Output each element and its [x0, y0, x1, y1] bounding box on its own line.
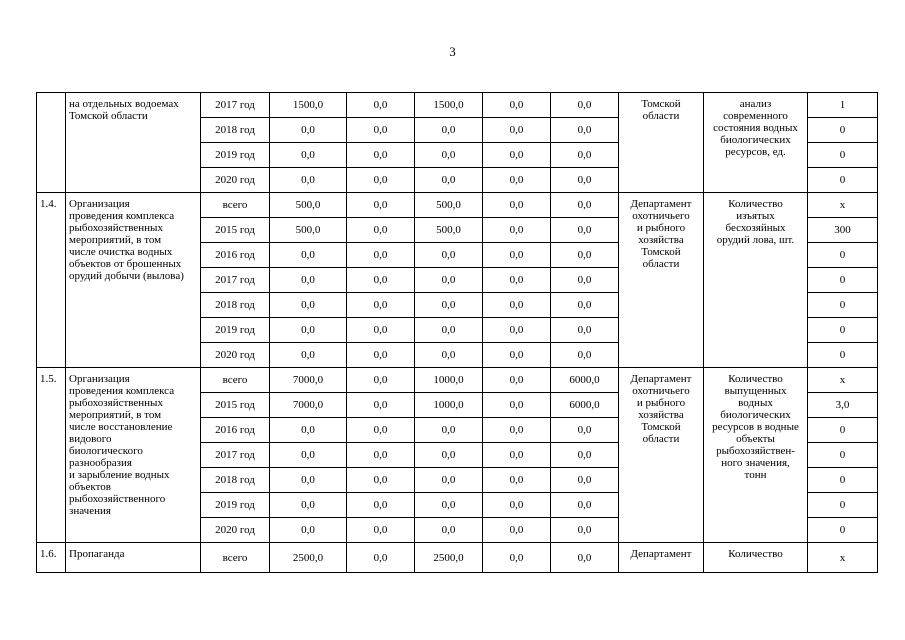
indicator-value-cell: 0: [808, 318, 878, 343]
program-table: [36, 92, 878, 573]
local-cell: 0,0: [483, 243, 551, 268]
period-cell: 2018 год: [201, 118, 270, 143]
federal-cell: 0,0: [347, 93, 415, 118]
extra-budget-cell: 6000,0: [551, 393, 619, 418]
indicator-value-cell: 0: [808, 468, 878, 493]
period-cell: 2017 год: [201, 268, 270, 293]
extra-budget-cell: 0,0: [551, 93, 619, 118]
federal-cell: 0,0: [347, 193, 415, 218]
period-cell: 2019 год: [201, 143, 270, 168]
local-cell: 0,0: [483, 193, 551, 218]
federal-cell: 0,0: [347, 143, 415, 168]
total-cell: 7000,0: [270, 368, 347, 393]
indicator-value-cell: 0: [808, 268, 878, 293]
indicator-value-cell: 0: [808, 168, 878, 193]
extra-budget-cell: 0,0: [551, 493, 619, 518]
extra-budget-cell: 0,0: [551, 168, 619, 193]
local-cell: 0,0: [483, 293, 551, 318]
extra-budget-cell: 0,0: [551, 543, 619, 573]
total-cell: 0,0: [270, 318, 347, 343]
local-cell: 0,0: [483, 393, 551, 418]
federal-cell: 0,0: [347, 343, 415, 368]
period-cell: всего: [201, 193, 270, 218]
federal-cell: 0,0: [347, 218, 415, 243]
local-cell: 0,0: [483, 118, 551, 143]
extra-budget-cell: 0,0: [551, 293, 619, 318]
local-cell: 0,0: [483, 343, 551, 368]
indicator-value-cell: 0: [808, 243, 878, 268]
indicator-value-cell: 1: [808, 93, 878, 118]
total-cell: 0,0: [270, 168, 347, 193]
local-cell: 0,0: [483, 268, 551, 293]
indicator-cell: Количество: [704, 543, 808, 573]
extra-budget-cell: 0,0: [551, 468, 619, 493]
extra-budget-cell: 0,0: [551, 243, 619, 268]
total-cell: 0,0: [270, 443, 347, 468]
local-cell: 0,0: [483, 468, 551, 493]
total-cell: 7000,0: [270, 393, 347, 418]
period-cell: всего: [201, 368, 270, 393]
item-number: 1.6.: [37, 543, 66, 573]
indicator-value-cell: х: [808, 193, 878, 218]
indicator-value-cell: 0: [808, 293, 878, 318]
period-cell: 2019 год: [201, 318, 270, 343]
federal-cell: 0,0: [347, 368, 415, 393]
total-cell: 0,0: [270, 343, 347, 368]
regional-cell: 0,0: [415, 318, 483, 343]
total-cell: 0,0: [270, 418, 347, 443]
total-cell: 0,0: [270, 243, 347, 268]
regional-cell: 0,0: [415, 143, 483, 168]
federal-cell: 0,0: [347, 518, 415, 543]
period-cell: 2018 год: [201, 468, 270, 493]
measure-name: Организация проведения комплекса рыбохозяйственных мероприятий, в том числе восстановление видового биологического разнообразия и зарыбление водных объектов рыбохозяйственного значения: [66, 368, 201, 543]
indicator-value-cell: 300: [808, 218, 878, 243]
regional-cell: 0,0: [415, 268, 483, 293]
extra-budget-cell: 0,0: [551, 418, 619, 443]
measure-name: на отдельных водоемах Томской области: [66, 93, 201, 193]
extra-budget-cell: 0,0: [551, 518, 619, 543]
total-cell: 2500,0: [270, 543, 347, 573]
local-cell: 0,0: [483, 218, 551, 243]
extra-budget-cell: 0,0: [551, 218, 619, 243]
regional-cell: 1000,0: [415, 368, 483, 393]
total-cell: 500,0: [270, 193, 347, 218]
extra-budget-cell: 0,0: [551, 343, 619, 368]
period-cell: 2017 год: [201, 443, 270, 468]
executor-cell: Томской области: [619, 93, 704, 193]
local-cell: 0,0: [483, 543, 551, 573]
extra-budget-cell: 0,0: [551, 268, 619, 293]
regional-cell: 0,0: [415, 168, 483, 193]
period-cell: 2016 год: [201, 243, 270, 268]
local-cell: 0,0: [483, 168, 551, 193]
local-cell: 0,0: [483, 318, 551, 343]
indicator-cell: анализ современного состояния водных биологических ресурсов, ед.: [704, 93, 808, 193]
local-cell: 0,0: [483, 368, 551, 393]
federal-cell: 0,0: [347, 543, 415, 573]
indicator-value-cell: 0: [808, 143, 878, 168]
federal-cell: 0,0: [347, 393, 415, 418]
federal-cell: 0,0: [347, 293, 415, 318]
total-cell: 1500,0: [270, 93, 347, 118]
federal-cell: 0,0: [347, 318, 415, 343]
regional-cell: 1000,0: [415, 393, 483, 418]
local-cell: 0,0: [483, 443, 551, 468]
extra-budget-cell: 0,0: [551, 118, 619, 143]
regional-cell: 500,0: [415, 193, 483, 218]
indicator-value-cell: 3,0: [808, 393, 878, 418]
page-number: 3: [449, 44, 456, 59]
indicator-value-cell: х: [808, 543, 878, 573]
indicator-value-cell: 0: [808, 118, 878, 143]
period-cell: 2020 год: [201, 518, 270, 543]
federal-cell: 0,0: [347, 168, 415, 193]
extra-budget-cell: 0,0: [551, 193, 619, 218]
extra-budget-cell: 0,0: [551, 143, 619, 168]
extra-budget-cell: 0,0: [551, 318, 619, 343]
item-number: 1.5.: [37, 368, 66, 543]
federal-cell: 0,0: [347, 418, 415, 443]
table-row: [37, 93, 878, 118]
item-number: [37, 93, 66, 193]
total-cell: 0,0: [270, 268, 347, 293]
local-cell: 0,0: [483, 493, 551, 518]
indicator-cell: Количество изъятых бесхозяйных орудий лова, шт.: [704, 193, 808, 368]
federal-cell: 0,0: [347, 243, 415, 268]
total-cell: 0,0: [270, 118, 347, 143]
federal-cell: 0,0: [347, 493, 415, 518]
extra-budget-cell: 6000,0: [551, 368, 619, 393]
local-cell: 0,0: [483, 143, 551, 168]
federal-cell: 0,0: [347, 443, 415, 468]
federal-cell: 0,0: [347, 268, 415, 293]
indicator-value-cell: 0: [808, 493, 878, 518]
regional-cell: 0,0: [415, 118, 483, 143]
period-cell: 2015 год: [201, 218, 270, 243]
period-cell: 2017 год: [201, 93, 270, 118]
period-cell: 2016 год: [201, 418, 270, 443]
regional-cell: 0,0: [415, 293, 483, 318]
total-cell: 0,0: [270, 143, 347, 168]
federal-cell: 0,0: [347, 468, 415, 493]
regional-cell: 2500,0: [415, 543, 483, 573]
regional-cell: 0,0: [415, 468, 483, 493]
regional-cell: 0,0: [415, 518, 483, 543]
item-number: 1.4.: [37, 193, 66, 368]
indicator-value-cell: 0: [808, 343, 878, 368]
local-cell: 0,0: [483, 518, 551, 543]
period-cell: 2020 год: [201, 343, 270, 368]
local-cell: 0,0: [483, 93, 551, 118]
regional-cell: 0,0: [415, 443, 483, 468]
total-cell: 0,0: [270, 293, 347, 318]
regional-cell: 0,0: [415, 418, 483, 443]
indicator-cell: Количество выпущенных водных биологических ресурсов в водные объекты рыбохозяйствен- ного значения, тонн: [704, 368, 808, 543]
indicator-value-cell: 0: [808, 443, 878, 468]
table-row: [37, 193, 878, 218]
executor-cell: Департамент: [619, 543, 704, 573]
measure-name: Организация проведения комплекса рыбохозяйственных мероприятий, в том числе очистка водных объектов от брошенных орудий добычи (вылова): [66, 193, 201, 368]
extra-budget-cell: 0,0: [551, 443, 619, 468]
regional-cell: 0,0: [415, 243, 483, 268]
period-cell: 2020 год: [201, 168, 270, 193]
total-cell: 0,0: [270, 518, 347, 543]
indicator-value-cell: х: [808, 368, 878, 393]
executor-cell: Департамент охотничьего и рыбного хозяйства Томской области: [619, 193, 704, 368]
total-cell: 0,0: [270, 493, 347, 518]
local-cell: 0,0: [483, 418, 551, 443]
federal-cell: 0,0: [347, 118, 415, 143]
indicator-value-cell: 0: [808, 418, 878, 443]
executor-cell: Департамент охотничьего и рыбного хозяйства Томской области: [619, 368, 704, 543]
table-row: [37, 368, 878, 393]
regional-cell: 500,0: [415, 218, 483, 243]
table-row: [37, 543, 878, 573]
period-cell: всего: [201, 543, 270, 573]
regional-cell: 1500,0: [415, 93, 483, 118]
total-cell: 500,0: [270, 218, 347, 243]
indicator-value-cell: 0: [808, 518, 878, 543]
period-cell: 2015 год: [201, 393, 270, 418]
regional-cell: 0,0: [415, 493, 483, 518]
period-cell: 2018 год: [201, 293, 270, 318]
period-cell: 2019 год: [201, 493, 270, 518]
measure-name: Пропаганда: [66, 543, 201, 573]
total-cell: 0,0: [270, 468, 347, 493]
regional-cell: 0,0: [415, 343, 483, 368]
